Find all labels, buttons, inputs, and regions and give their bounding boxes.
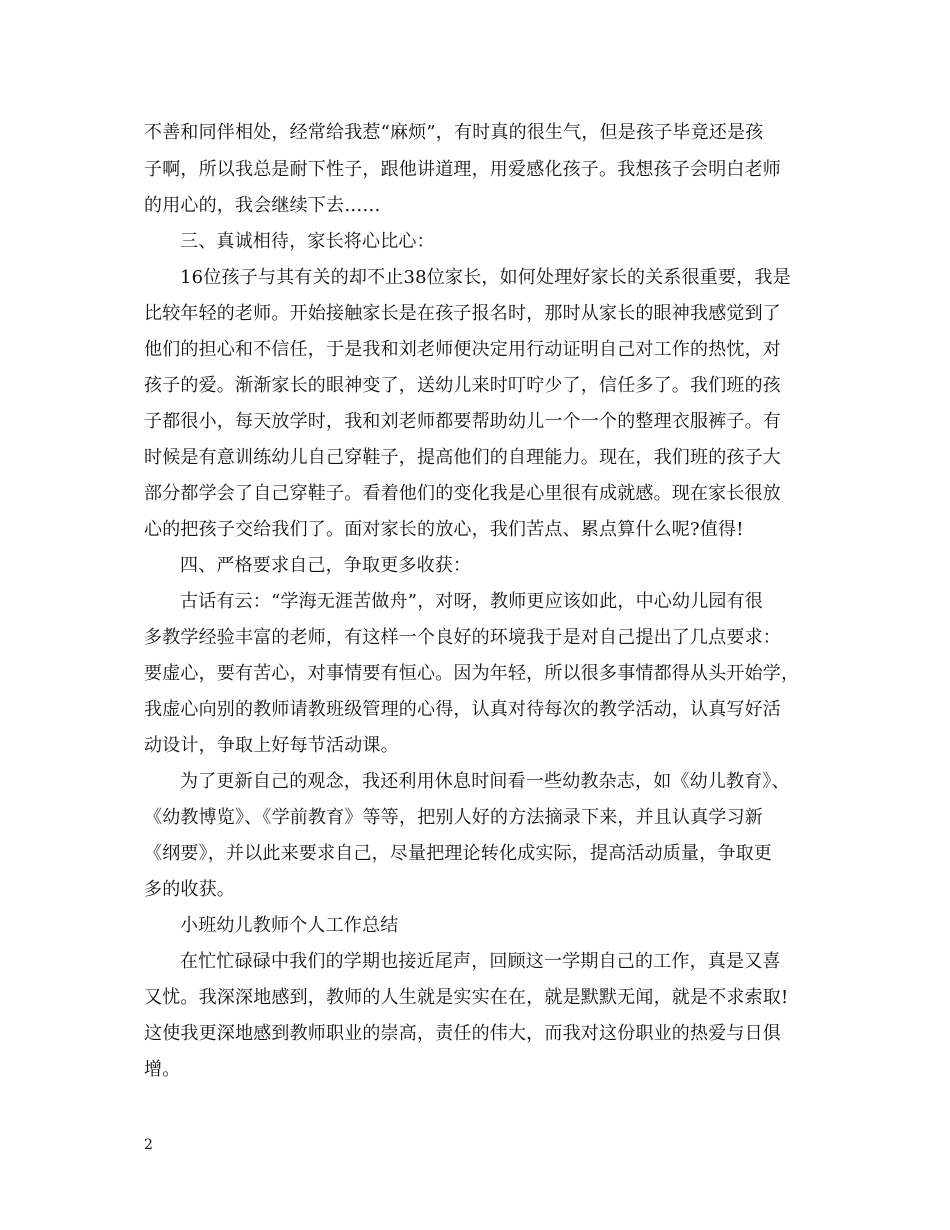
- text-line: 子都很小，每天放学时，我和刘老师都要帮助幼儿一个一个的整理衣服裤子。有: [144, 411, 781, 432]
- text-line: 部分都学会了自己穿鞋子。看着他们的变化我是心里很有成就感。现在家长很放: [144, 483, 781, 504]
- page-number: 2: [144, 1137, 153, 1153]
- section-heading: 三、真诚相待，家长将心比心：: [180, 231, 435, 252]
- text-line: 我虚心向别的教师请教班级管理的心得，认真对待每次的教学活动，认真写好活: [144, 699, 781, 720]
- text-line: 比较年轻的老师。开始接触家长是在孩子报名时，那时从家长的眼神我感觉到了: [144, 303, 781, 324]
- text-line: 《纲要》，并以此来要求自己，尽量把理论转化成实际，提高活动质量，争取更: [144, 843, 772, 864]
- text-line: 的用心的，我会继续下去……: [144, 195, 381, 216]
- text-line: 多的收获。: [144, 879, 235, 900]
- text-line: 这使我更深地感到教师职业的崇高，责任的伟大，而我对这份职业的热爱与日俱: [144, 1023, 781, 1044]
- text-line: 16位孩子与其有关的却不止38位家长，如何处理好家长的关系很重要，我是: [180, 267, 791, 288]
- text-line: 子啊，所以我总是耐下性子，跟他讲道理，用爱感化孩子。我想孩子会明白老师: [144, 159, 781, 180]
- text-line: 孩子的爱。渐渐家长的眼神变了，送幼儿来时叮咛少了，信任多了。我们班的孩: [144, 375, 781, 396]
- text-line: 他们的担心和不信任，于是我和刘老师便决定用行动证明自己对工作的热忱，对: [144, 339, 781, 360]
- article-title: 小班幼儿教师个人工作总结: [180, 915, 399, 936]
- section-heading: 四、严格要求自己，争取更多收获：: [180, 555, 472, 576]
- text-line: 古话有云：“学海无涯苦做舟”，对呀，教师更应该如此，中心幼儿园有很: [180, 591, 764, 612]
- text-line: 不善和同伴相处，经常给我惹“麻烦”，有时真的很生气，但是孩子毕竟还是孩: [144, 122, 764, 143]
- text-line: 又忧。我深深地感到，教师的人生就是实实在在，就是默默无闻，就是不求索取!: [144, 987, 789, 1008]
- text-line: 要虚心，要有苦心，对事情要有恒心。因为年轻，所以很多事情都得从头开始学，: [144, 663, 800, 684]
- text-line: 多教学经验丰富的老师，有这样一个良好的环境我于是对自己提出了几点要求：: [144, 627, 781, 648]
- text-line: 《幼教博览》、《学前教育》等等，把别人好的方法摘录下来，并且认真学习新: [144, 807, 763, 828]
- text-line: 为了更新自己的观念，我还利用休息时间看一些幼教杂志，如《幼儿教育》、: [180, 771, 790, 792]
- text-line: 时候是有意训练幼儿自己穿鞋子，提高他们的自理能力。现在，我们班的孩子大: [144, 447, 781, 468]
- text-line: 动设计，争取上好每节活动课。: [144, 735, 399, 756]
- text-line: 在忙忙碌碌中我们的学期也接近尾声，回顾这一学期自己的工作，真是又喜: [180, 951, 781, 972]
- text-line: 心的把孩子交给我们了。面对家长的放心，我们苦点、累点算什么呢?值得!: [144, 519, 744, 540]
- text-line: 增。: [144, 1059, 181, 1080]
